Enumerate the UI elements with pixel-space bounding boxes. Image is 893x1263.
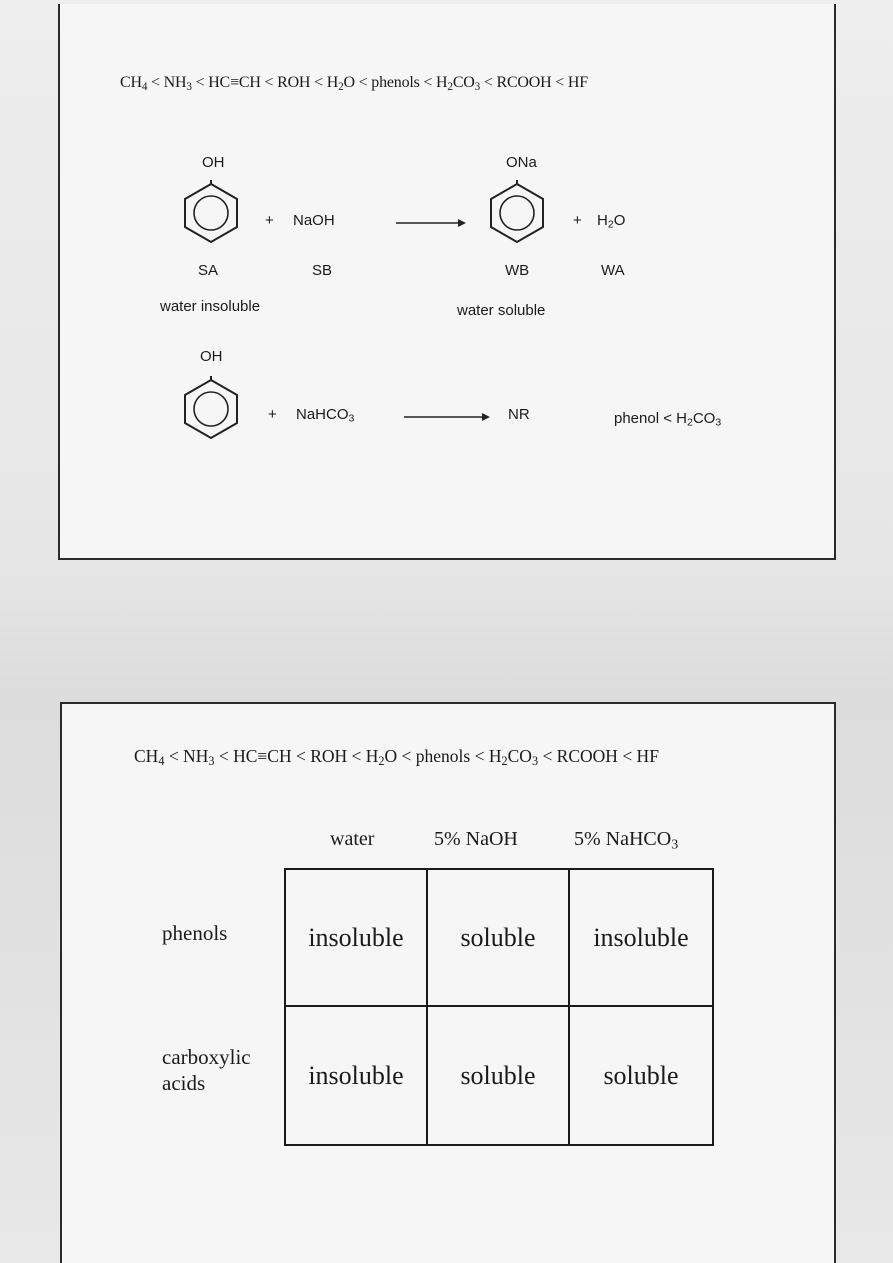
plus-sign: +: [265, 212, 274, 229]
phenol-vs-carbonic-acid: phenol < $H_2CO_3$: [614, 410, 722, 429]
reaction-arrow-icon: [404, 410, 490, 424]
reaction-arrow-icon: [396, 216, 466, 230]
label-strong-acid: SA: [198, 262, 219, 279]
table-cell: soluble: [428, 1007, 570, 1144]
no-reaction-label: NR: [508, 406, 530, 423]
column-header-naoh: 5% NaOH: [434, 828, 518, 850]
column-header-nahco3: 5% NaHCO$_3$: [574, 828, 679, 853]
table-cell: soluble: [428, 870, 570, 1007]
label-weak-acid: WA: [601, 262, 625, 279]
product-ona-label: ONa: [506, 154, 537, 171]
row-header-carboxylic-acids: carboxylic acids: [162, 1045, 251, 1095]
plus-sign: +: [573, 212, 582, 229]
table-cell: insoluble: [570, 870, 712, 1007]
phenol-oh-label: OH: [200, 348, 223, 365]
column-header-water: water: [330, 828, 375, 850]
note-water-insoluble: water insoluble: [160, 298, 261, 315]
solubility-table: [284, 868, 714, 1146]
acidity-series: $CH_4 < NH_3 < HC\equiv CH$ < ROH < $H_2O$ < phenols < $H_2CO_3$ < RCOOH < HF: [134, 746, 659, 769]
table-cell: soluble: [603, 1060, 679, 1090]
slide-solubility-table: [60, 702, 836, 1263]
acidity-series: $CH_4 < NH_3 < HC\equiv CH$ < ROH < $H_2O$ < phenols < $H_2CO_3$ < RCOOH < HF: [120, 74, 588, 93]
phenol-oh-label: OH: [202, 154, 225, 171]
note-water-soluble: water soluble: [457, 302, 546, 319]
table-cell: insoluble: [286, 1007, 428, 1144]
label-strong-base: SB: [312, 262, 333, 279]
phenyl-ring-icon: [180, 376, 242, 442]
reagent-naoh: NaOH: [293, 212, 335, 229]
plus-sign: +: [268, 406, 277, 423]
row-header-phenols: phenols: [162, 921, 228, 945]
phenyl-ring-icon: [180, 180, 242, 246]
phenyl-ring-icon: [486, 180, 548, 246]
label-weak-base: WB: [505, 262, 530, 279]
byproduct-water: $H_2O$: [597, 212, 626, 231]
slide-phenol-reactions: [58, 4, 836, 560]
reagent-nahco3: NaHCO$_3$: [296, 406, 355, 425]
table-cell: insoluble: [286, 870, 428, 1007]
